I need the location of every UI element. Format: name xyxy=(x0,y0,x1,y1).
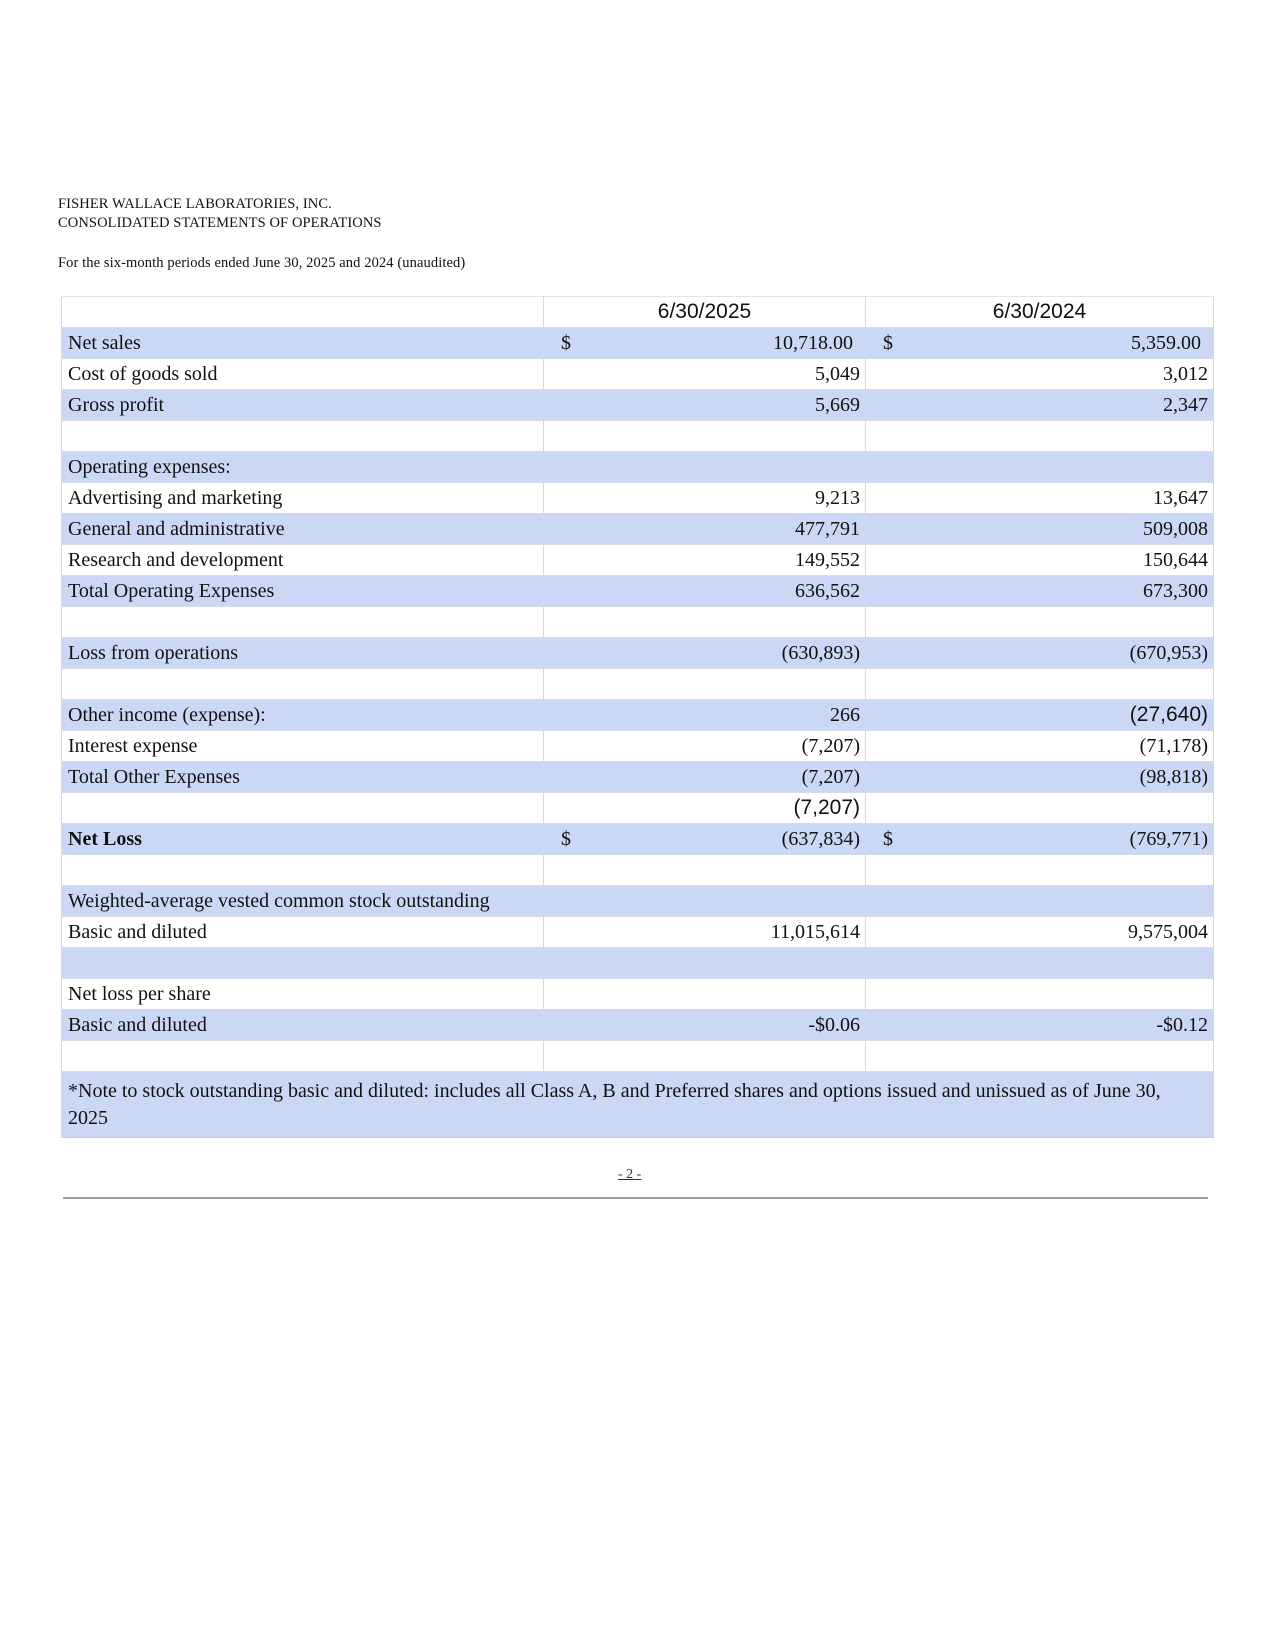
amount: (7,207) xyxy=(801,735,860,757)
value-cell-2024 xyxy=(866,452,1214,483)
value-cell-2025 xyxy=(544,793,866,824)
value-cell-2025 xyxy=(544,700,866,731)
value-cell-2025 xyxy=(544,762,866,793)
value-cell-2024 xyxy=(866,576,1214,607)
row-label: Basic and diluted xyxy=(62,917,544,948)
table-row xyxy=(62,886,1214,917)
table-row xyxy=(62,948,1214,979)
value-cell-2024 xyxy=(866,731,1214,762)
value-cell-2024 xyxy=(866,948,1214,979)
value-cell-2025 xyxy=(544,979,866,1010)
row-label: Gross profit xyxy=(62,390,544,421)
value-cell-2025 xyxy=(544,359,866,390)
amount: (637,834) xyxy=(781,828,860,850)
amount: (27,640) xyxy=(1129,703,1208,726)
value-cell-2025 xyxy=(544,886,866,917)
page-number: - 2 - xyxy=(618,1167,642,1182)
table-row xyxy=(62,638,1214,669)
value-cell-2024 xyxy=(866,328,1214,359)
value-cell-2024 xyxy=(866,638,1214,669)
amount: 5,669 xyxy=(815,394,860,416)
operations-table xyxy=(61,296,1214,1138)
amount: 11,015,614 xyxy=(770,921,860,943)
row-label: Weighted-average vested common stock outstanding xyxy=(62,886,544,917)
statement-title: CONSOLIDATED STATEMENTS OF OPERATIONS xyxy=(58,215,382,231)
amount: (7,207) xyxy=(801,766,860,788)
table-row xyxy=(62,607,1214,638)
value-cell-2025 xyxy=(544,514,866,545)
row-label: Advertising and marketing xyxy=(62,483,544,514)
amount: -$0.12 xyxy=(1156,1014,1208,1036)
amount: 2,347 xyxy=(1163,394,1208,416)
amount: 10,718.00 xyxy=(773,332,853,354)
value-cell-2024 xyxy=(866,1010,1214,1041)
amount: (630,893) xyxy=(781,642,860,664)
value-cell-2025 xyxy=(544,483,866,514)
note-row xyxy=(62,1072,1214,1138)
row-label: Net loss per share xyxy=(62,979,544,1010)
amount: 9,213 xyxy=(815,487,860,509)
table-body xyxy=(62,328,1214,1138)
value-cell-2024 xyxy=(866,917,1214,948)
value-cell-2025 xyxy=(544,824,866,855)
amount: 509,008 xyxy=(1143,518,1208,540)
table-row xyxy=(62,762,1214,793)
row-label xyxy=(62,855,544,886)
value-cell-2025 xyxy=(544,576,866,607)
amount: -$0.06 xyxy=(808,1014,860,1036)
row-label xyxy=(62,669,544,700)
value-cell-2025 xyxy=(544,1010,866,1041)
value-cell-2024 xyxy=(866,793,1214,824)
column-header-2024: 6/30/2024 xyxy=(866,297,1214,328)
row-label: Loss from operations xyxy=(62,638,544,669)
table-row xyxy=(62,359,1214,390)
company-name: FISHER WALLACE LABORATORIES, INC. xyxy=(58,196,332,212)
value-cell-2024 xyxy=(866,545,1214,576)
amount: 150,644 xyxy=(1143,549,1208,571)
amount: 5,049 xyxy=(815,363,860,385)
row-label: Total Operating Expenses xyxy=(62,576,544,607)
amount: 9,575,004 xyxy=(1128,921,1208,943)
table-row xyxy=(62,421,1214,452)
currency-symbol: $ xyxy=(561,332,571,354)
value-cell-2025 xyxy=(544,669,866,700)
table-header-row xyxy=(62,297,1214,328)
value-cell-2025 xyxy=(544,731,866,762)
row-label: Interest expense xyxy=(62,731,544,762)
value-cell-2024 xyxy=(866,762,1214,793)
value-cell-2024 xyxy=(866,669,1214,700)
table-row xyxy=(62,855,1214,886)
value-cell-2024 xyxy=(866,607,1214,638)
row-label xyxy=(62,1041,544,1072)
row-label xyxy=(62,421,544,452)
table-row xyxy=(62,514,1214,545)
amount: 149,552 xyxy=(795,549,860,571)
currency-symbol: $ xyxy=(561,828,571,850)
table-row xyxy=(62,979,1214,1010)
amount: (670,953) xyxy=(1129,642,1208,664)
row-label: Other income (expense): xyxy=(62,700,544,731)
row-label: Total Other Expenses xyxy=(62,762,544,793)
table-row xyxy=(62,390,1214,421)
value-cell-2025 xyxy=(544,855,866,886)
value-cell-2025 xyxy=(544,948,866,979)
period-subtitle: For the six-month periods ended June 30, 2025 and 2024 (unaudited) xyxy=(58,255,466,271)
footnote-text: *Note to stock outstanding basic and diluted: includes all Class A, B and Preferred shares and options issued and unissued as of June 30, 2025 xyxy=(62,1072,1214,1138)
amount: 5,359.00 xyxy=(1131,332,1201,354)
row-label: Net sales xyxy=(62,328,544,359)
table-row xyxy=(62,328,1214,359)
row-label: Operating expenses: xyxy=(62,452,544,483)
row-label: Basic and diluted xyxy=(62,1010,544,1041)
row-label: General and administrative xyxy=(62,514,544,545)
amount: 477,791 xyxy=(795,518,860,540)
value-cell-2025 xyxy=(544,917,866,948)
table-row xyxy=(62,700,1214,731)
amount: (98,818) xyxy=(1139,766,1208,788)
value-cell-2025 xyxy=(544,328,866,359)
amount: (71,178) xyxy=(1139,735,1208,757)
row-label: Research and development xyxy=(62,545,544,576)
amount: 636,562 xyxy=(795,580,860,602)
footer-divider xyxy=(63,1197,1208,1199)
value-cell-2024 xyxy=(866,421,1214,452)
table-row xyxy=(62,1010,1214,1041)
value-cell-2024 xyxy=(866,700,1214,731)
value-cell-2024 xyxy=(866,390,1214,421)
table-row xyxy=(62,793,1214,824)
amount: (769,771) xyxy=(1129,828,1208,850)
row-label: Net Loss xyxy=(62,824,544,855)
value-cell-2024 xyxy=(866,886,1214,917)
amount: 266 xyxy=(830,704,860,726)
table-row xyxy=(62,545,1214,576)
value-cell-2024 xyxy=(866,514,1214,545)
amount: (7,207) xyxy=(793,796,860,819)
amount: 3,012 xyxy=(1163,363,1208,385)
currency-symbol: $ xyxy=(883,828,893,850)
value-cell-2025 xyxy=(544,390,866,421)
value-cell-2024 xyxy=(866,824,1214,855)
value-cell-2024 xyxy=(866,855,1214,886)
table-row xyxy=(62,576,1214,607)
value-cell-2025 xyxy=(544,638,866,669)
row-label xyxy=(62,948,544,979)
table-row xyxy=(62,452,1214,483)
column-header-2025: 6/30/2025 xyxy=(544,297,866,328)
value-cell-2024 xyxy=(866,359,1214,390)
value-cell-2025 xyxy=(544,607,866,638)
value-cell-2024 xyxy=(866,1041,1214,1072)
table-row xyxy=(62,669,1214,700)
row-label xyxy=(62,607,544,638)
row-label xyxy=(62,793,544,824)
row-label: Cost of goods sold xyxy=(62,359,544,390)
value-cell-2024 xyxy=(866,979,1214,1010)
amount: 673,300 xyxy=(1143,580,1208,602)
value-cell-2025 xyxy=(544,1041,866,1072)
table-row xyxy=(62,1041,1214,1072)
amount: 13,647 xyxy=(1153,487,1208,509)
column-header-label xyxy=(62,297,544,328)
table-row xyxy=(62,917,1214,948)
value-cell-2025 xyxy=(544,421,866,452)
value-cell-2025 xyxy=(544,545,866,576)
value-cell-2025 xyxy=(544,452,866,483)
currency-symbol: $ xyxy=(883,332,893,354)
table-row xyxy=(62,731,1214,762)
value-cell-2024 xyxy=(866,483,1214,514)
table-row xyxy=(62,483,1214,514)
table-row xyxy=(62,824,1214,855)
